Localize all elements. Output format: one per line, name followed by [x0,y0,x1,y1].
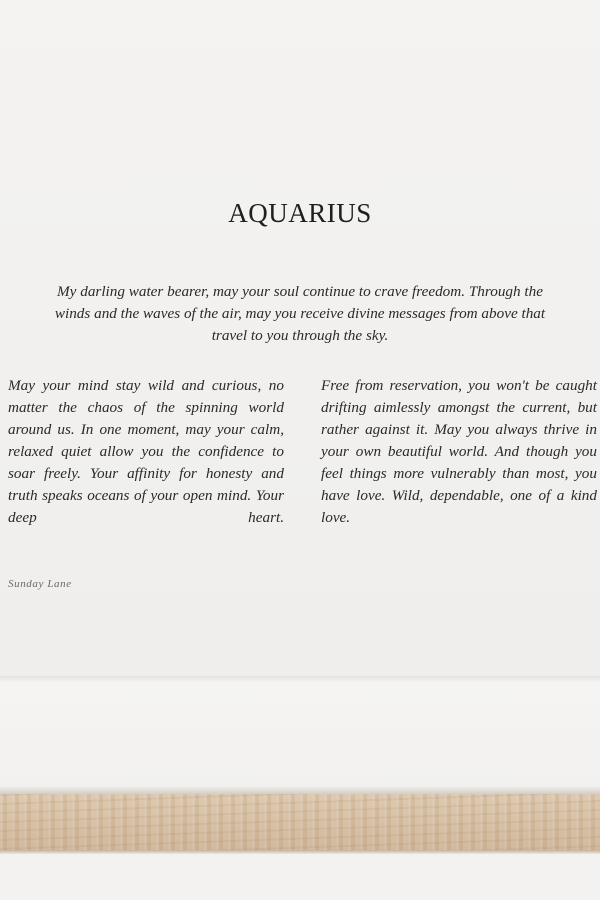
print-intro: My darling water bearer, may your soul continue to crave freedom. Through the winds and the waves of the air, may you receive divine messages from above that travel to you through the sky. [54,283,546,344]
print-title: AQUARIUS [228,198,372,228]
print-column-right: Free from reservation, you won't be caught drifting aimlessly amongst the current, but rather against it. May you always thrive in your own beautiful world. And though you feel things more vulnerably than most, you have love. Wild, dependable, one of a kind love. [321,377,597,526]
frame-mat [0,682,600,790]
brand-signature: Sunday Lane [8,578,72,590]
wooden-frame [0,794,600,850]
wall-background [0,854,600,900]
frame-shadow [0,786,600,794]
print-column-left: May your mind stay wild and curious, no matter the chaos of the spinning world around us. In one moment, may your calm, relaxed quiet allow you the confidence to soar freely. Your affinity for honesty and truth speaks oceans of your open mind. Your deep heart. [8,377,284,526]
